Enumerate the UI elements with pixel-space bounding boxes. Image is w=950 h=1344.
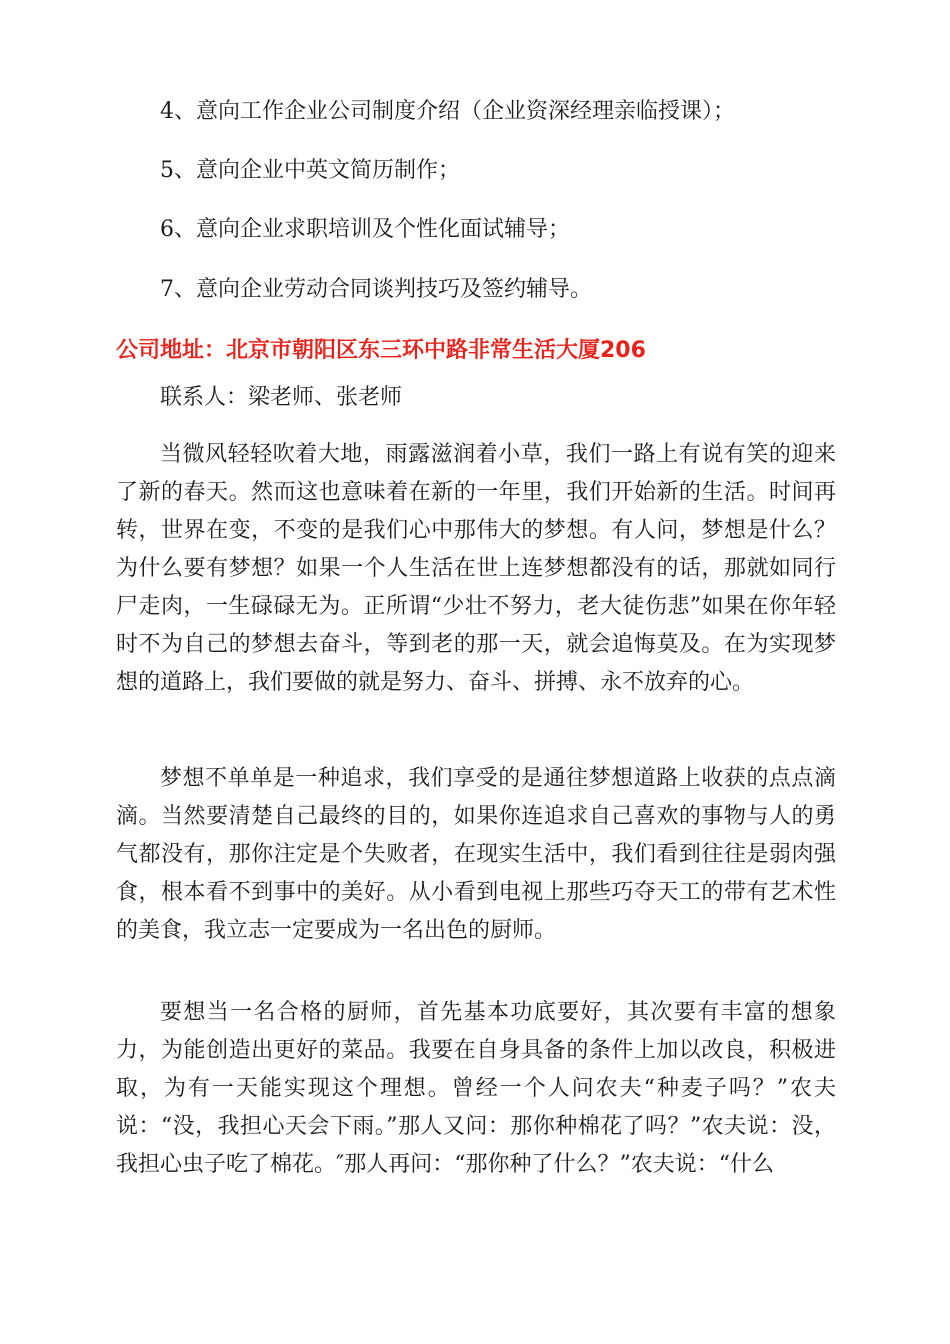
list-item-7: 7、意向企业劳动合同谈判技巧及签约辅导。 [160,277,592,302]
list-item-6: 6、意向企业求职培训及个性化面试辅导； [160,217,570,242]
list-item-4: 4、意向工作企业公司制度介绍（企业资深经理亲临授课）； [160,99,735,124]
paragraph-pursuit: 梦想不单单是一种追求，我们享受的是通往梦想道路上收获的点点滴滴。当然要清楚自己最终的目的，如果你连追求自己喜欢的事物与人的勇气都没有，那你注定是个失败者，在现实生活中，我们看到往往是弱肉强食，根本看不到事中的美好。从小看到电视上那些巧夺天工的带有艺术性的美食，我立志一定要成为一名出色的厨师。 [116,766,836,943]
paragraph-dream: 当微风轻轻吹着大地，雨露滋润着小草，我们一路上有说有笑的迎来了新的春天。然而这也意味着在新的一年里，我们开始新的生活。时间再转，世界在变，不变的是我们心中那伟大的梦想。有人问，梦想是什么？为什么要有梦想？如果一个人生活在世上连梦想都没有的话，那就如同行尸走肉，一生碌碌无为。正所谓“少壮不努力，老大徒伤悲”如果在你年轻时不为自己的梦想去奋斗，等到老的那一天，就会追悔莫及。在为实现梦想的道路上，我们要做的就是努力、奋斗、拼搏、永不放弃的心。 [116,442,836,695]
list-item-5: 5、意向企业中英文简历制作； [160,158,460,183]
address-heading: 公司地址：北京市朝阳区东三环中路非常生活大厦206 [116,338,646,363]
paragraph-chef: 要想当一名合格的厨师，首先基本功底要好，其次要有丰富的想象力，为能创造出更好的菜品。我要在自身具备的条件上加以改良，积极进取，为有一天能实现这个理想。曾经一个人问农夫“种麦子吗？”农夫说：“没，我担心天会下雨。”那人又问：那你种棉花了吗？”农夫说：没，我担心虫子吃了棉花。″那人再问：“那你种了什么？”农夫说：“什么 [116,1000,836,1177]
contact-line: 联系人：梁老师、张老师 [160,385,403,410]
